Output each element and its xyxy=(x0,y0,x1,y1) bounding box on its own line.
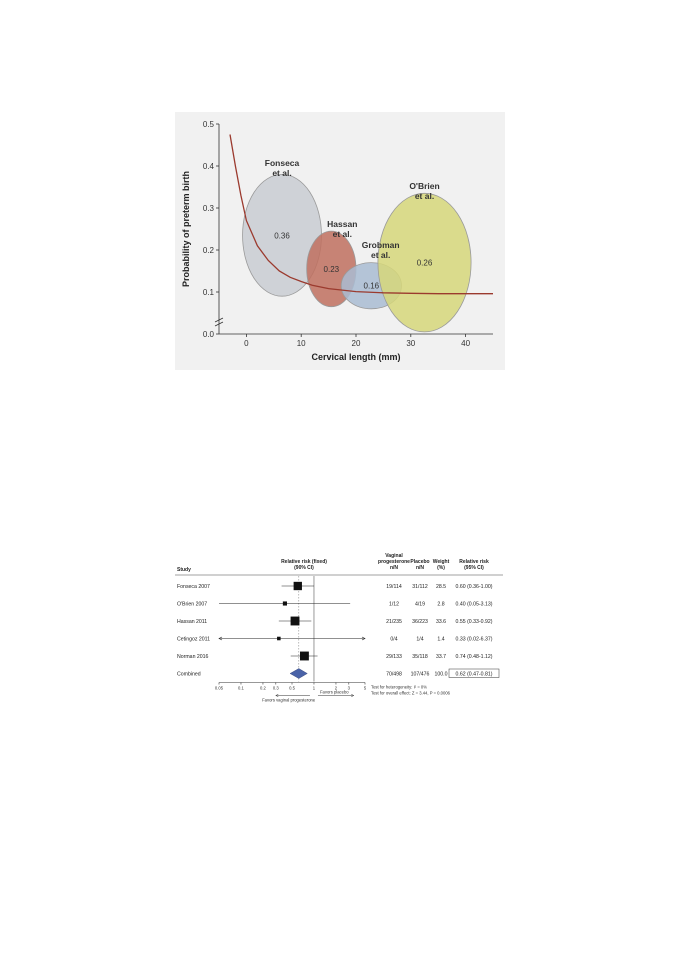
bubble-value-label: 0.23 xyxy=(323,264,340,274)
header-study: Study xyxy=(177,567,191,573)
row-rr: 0.40 (0.05-3.13) xyxy=(455,601,493,608)
forest-plot xyxy=(175,548,505,708)
y-axis-label: Probability of preterm birth xyxy=(181,170,191,288)
x-tick-label: 0 xyxy=(244,339,249,348)
row-placebo: 36/223 xyxy=(412,619,428,625)
row-vaginal: 19/114 xyxy=(386,584,402,590)
row-placebo: 31/112 xyxy=(412,584,428,590)
forest-x-tick-label: 5 xyxy=(363,685,367,691)
forest-x-tick-label: 2 xyxy=(334,685,338,691)
bubble-study-label: et al. xyxy=(370,249,391,260)
forest-x-tick-label: 1 xyxy=(312,685,316,691)
point-estimate-square xyxy=(300,652,309,661)
bubble-chart-panel xyxy=(175,112,505,370)
bubble-study-label: et al. xyxy=(272,168,292,178)
x-axis-label: Cervical length (mm) xyxy=(311,352,401,362)
y-tick-label: 0.4 xyxy=(202,162,214,171)
test-note: Test for overall effect: Z = 3.44, P = 0.0006 xyxy=(371,690,450,696)
row-rr: 0.33 (0.02-6.37) xyxy=(455,636,493,643)
combined-study: Combined xyxy=(177,671,201,678)
bubble-chart xyxy=(175,112,505,370)
row-study: O'Brien 2007 xyxy=(177,601,208,608)
forest-plot-panel xyxy=(175,548,505,708)
row-study: Norman 2016 xyxy=(177,654,209,660)
header-vaginal: Vaginal xyxy=(385,553,403,559)
combined-weight: 100.0 xyxy=(434,671,448,678)
row-vaginal: 29/133 xyxy=(386,654,402,660)
row-study: Fonseca 2007 xyxy=(177,584,210,590)
row-weight: 33.7 xyxy=(435,654,447,660)
header-weight: (%) xyxy=(437,565,445,571)
forest-x-tick-label: 0.05 xyxy=(214,685,224,691)
point-estimate-square xyxy=(291,617,300,626)
bubble-study-label: Grobman xyxy=(361,239,400,250)
y-tick-label: 0.0 xyxy=(202,330,214,339)
row-rr: 0.60 (0.36-1.00) xyxy=(455,584,493,590)
row-vaginal: 21/235 xyxy=(386,619,402,625)
forest-x-tick-label: 0.3 xyxy=(272,685,279,691)
y-tick-label: 0.2 xyxy=(202,246,214,255)
row-vaginal: 1/12 xyxy=(388,601,400,608)
point-estimate-square xyxy=(277,637,281,641)
bubble-study-label: O'Brien xyxy=(409,181,440,192)
favors-left-arrow xyxy=(276,694,310,697)
header-rr: Relative risk xyxy=(459,559,489,565)
header-weight: Weight xyxy=(432,559,450,565)
x-tick-label: 40 xyxy=(461,339,471,348)
row-vaginal: 0/4 xyxy=(390,636,398,643)
favors-right-arrow xyxy=(318,694,354,697)
bubble-study-label: et al. xyxy=(332,228,352,239)
favors-left-label: Favors vaginal progesterone xyxy=(262,697,316,703)
combined-vaginal: 70/498 xyxy=(386,671,402,678)
bubble-value-label: 0.26 xyxy=(416,258,433,268)
row-weight: 2.8 xyxy=(437,601,445,608)
row-study: Cetingoz 2011 xyxy=(177,636,211,643)
row-rr: 0.55 (0.33-0.92) xyxy=(455,619,493,625)
bubble-study-label: Fonseca xyxy=(264,158,300,168)
point-estimate-square xyxy=(283,601,287,605)
bubble-study-label: Hassan xyxy=(327,218,358,229)
bubble-study-label: et al. xyxy=(414,191,435,202)
forest-x-tick-label: 0.1 xyxy=(238,685,244,691)
test-note: Test for heterogeneity: I² = 0% xyxy=(371,684,427,690)
row-weight: 33.6 xyxy=(435,619,447,625)
header-vaginal: n/N xyxy=(389,565,399,571)
forest-x-tick-label: 3 xyxy=(347,685,350,691)
header-rr-plot: (90% CI) xyxy=(294,565,314,571)
row-placebo: 1/4 xyxy=(416,636,424,643)
y-tick-label: 0.3 xyxy=(202,204,214,213)
header-placebo: Placebo xyxy=(410,559,430,565)
x-tick-label: 20 xyxy=(351,339,361,348)
row-weight: 28.5 xyxy=(435,584,447,590)
combined-diamond xyxy=(290,669,307,679)
bubble-value-label: 0.36 xyxy=(274,231,290,241)
row-placebo: 4/19 xyxy=(414,601,426,608)
favors-right-label: Favors placebo xyxy=(320,689,349,695)
combined-rr: 0.62 (0.47-0.81) xyxy=(455,671,493,678)
header-rr: (95% CI) xyxy=(464,565,484,571)
point-estimate-square xyxy=(294,582,302,590)
y-tick-label: 0.5 xyxy=(202,120,214,129)
header-rr-plot: Relative risk (fixed) xyxy=(281,559,327,565)
row-weight: 1.4 xyxy=(437,636,445,643)
forest-x-tick-label: 0.5 xyxy=(289,685,295,691)
x-tick-label: 30 xyxy=(406,339,416,348)
y-tick-label: 0.1 xyxy=(202,288,214,297)
bubble-value-label: 0.16 xyxy=(363,281,380,291)
row-placebo: 35/118 xyxy=(412,654,428,660)
header-vaginal: progesterone xyxy=(378,559,410,565)
forest-x-tick-label: 0.2 xyxy=(260,685,266,691)
header-placebo: n/N xyxy=(415,565,425,571)
row-rr: 0.74 (0.48-1.12) xyxy=(455,654,493,660)
x-tick-label: 10 xyxy=(296,339,306,348)
combined-placebo: 107/476 xyxy=(410,671,430,678)
row-study: Hassan 2011 xyxy=(177,619,208,625)
